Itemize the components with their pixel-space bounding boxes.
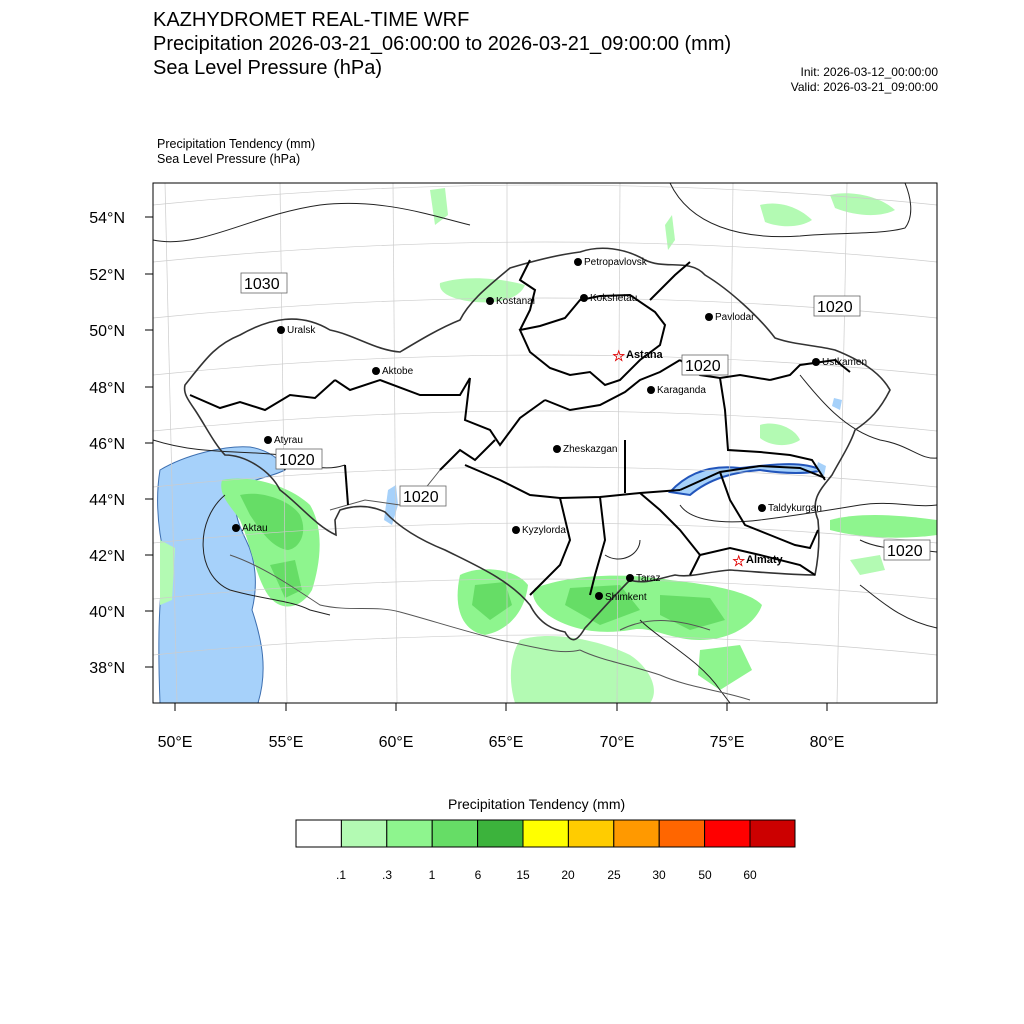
colorbar-label: 1	[428, 868, 436, 882]
valid-time: Valid: 2026-03-21_09:00:00	[790, 80, 938, 94]
lat-label-42: 42°N	[89, 548, 125, 565]
isobar-label-1020-ne: 1020	[817, 299, 853, 316]
city-dot	[486, 297, 494, 305]
lake-zaysan	[832, 398, 842, 410]
city-dot	[626, 574, 634, 582]
lon-label-50: 50°E	[157, 734, 193, 751]
colorbar-title: Precipitation Tendency (mm)	[448, 796, 626, 812]
city-label-astana: Astana	[626, 349, 663, 361]
city-dot	[264, 436, 272, 444]
capital-star-icon: ☆	[732, 553, 746, 570]
lat-label-44: 44°N	[89, 492, 125, 509]
colorbar-label: 50	[698, 868, 712, 882]
city-label-uralsk: Uralsk	[287, 325, 316, 336]
capital-star-icon: ☆	[612, 348, 626, 365]
lon-label-75: 75°E	[709, 734, 745, 751]
city-dot	[595, 592, 603, 600]
colorbar-label: .3	[381, 868, 393, 882]
city-dot	[705, 313, 713, 321]
isobar-label-1020-aral: 1020	[403, 489, 439, 506]
title-line-3: Sea Level Pressure (hPa)	[153, 57, 383, 79]
city-dot	[372, 367, 380, 375]
city-dot	[277, 326, 285, 334]
city-label-kyzylorda: Kyzylorda	[522, 525, 566, 536]
lon-label-65: 65°E	[488, 734, 524, 751]
city-dot	[758, 504, 766, 512]
lon-label-60: 60°E	[378, 734, 414, 751]
city-label-taraz: Taraz	[636, 573, 661, 584]
city-label-kostanai: Kostanai	[496, 296, 535, 307]
city-label-karaganda: Karaganda	[657, 385, 706, 396]
colorbar-label: 15	[516, 868, 530, 882]
city-label-pavlodar: Pavlodar	[715, 312, 755, 323]
colorbar-label: 60	[743, 868, 757, 882]
lon-label-70: 70°E	[599, 734, 635, 751]
city-dot	[580, 294, 588, 302]
city-dot	[647, 386, 655, 394]
lat-label-40: 40°N	[89, 604, 125, 621]
city-label-atyrau: Atyrau	[274, 435, 303, 446]
colorbar-label: 20	[561, 868, 575, 882]
isobar-label-1030: 1030	[244, 276, 280, 293]
lat-label-52: 52°N	[89, 267, 125, 284]
lat-label-54: 54°N	[89, 210, 125, 227]
city-label-shimkent: Shimkent	[605, 592, 647, 603]
city-label-aktobe: Aktobe	[382, 366, 414, 377]
lat-label-50: 50°N	[89, 323, 125, 340]
city-dot	[512, 526, 520, 534]
lat-label-48: 48°N	[89, 380, 125, 397]
colorbar	[296, 820, 795, 847]
subtitle-slp: Sea Level Pressure (hPa)	[157, 152, 301, 166]
city-dot	[574, 258, 582, 266]
city-label-aktau: Aktau	[242, 523, 268, 534]
isobar-label-1020-atyrau: 1020	[279, 452, 315, 469]
colorbar-label: 30	[652, 868, 666, 882]
colorbar-label: 6	[474, 868, 482, 882]
city-label-taldykurgan: Taldykurgan	[768, 503, 822, 514]
lon-label-55: 55°E	[268, 734, 304, 751]
lon-label-80: 80°E	[809, 734, 845, 751]
isobar-label-1020-center: 1020	[685, 358, 721, 375]
city-label-ustkamen: Ustkamen	[822, 357, 868, 368]
city-label-petropavlovsk: Petropavlovsk	[584, 257, 647, 268]
city-label-zheskazgan: Zheskazgan	[563, 444, 618, 455]
lat-label-38: 38°N	[89, 660, 125, 677]
isobar-label-1020-se: 1020	[887, 543, 923, 560]
init-time: Init: 2026-03-12_00:00:00	[800, 65, 938, 79]
city-label-kokshetau: Kokshetau	[590, 293, 638, 304]
city-label-almaty: Almaty	[746, 554, 783, 566]
title-line-1: KAZHYDROMET REAL-TIME WRF	[153, 9, 470, 31]
city-dot	[812, 358, 820, 366]
city-dot	[553, 445, 561, 453]
title-line-2: Precipitation 2026-03-21_06:00:00 to 2026-03-21_09:00:00 (mm)	[153, 33, 732, 55]
subtitle-precip: Precipitation Tendency (mm)	[157, 137, 316, 151]
colorbar-label: 25	[607, 868, 621, 882]
lat-label-46: 46°N	[89, 436, 125, 453]
colorbar-label: .1	[335, 868, 347, 882]
city-dot	[232, 524, 240, 532]
